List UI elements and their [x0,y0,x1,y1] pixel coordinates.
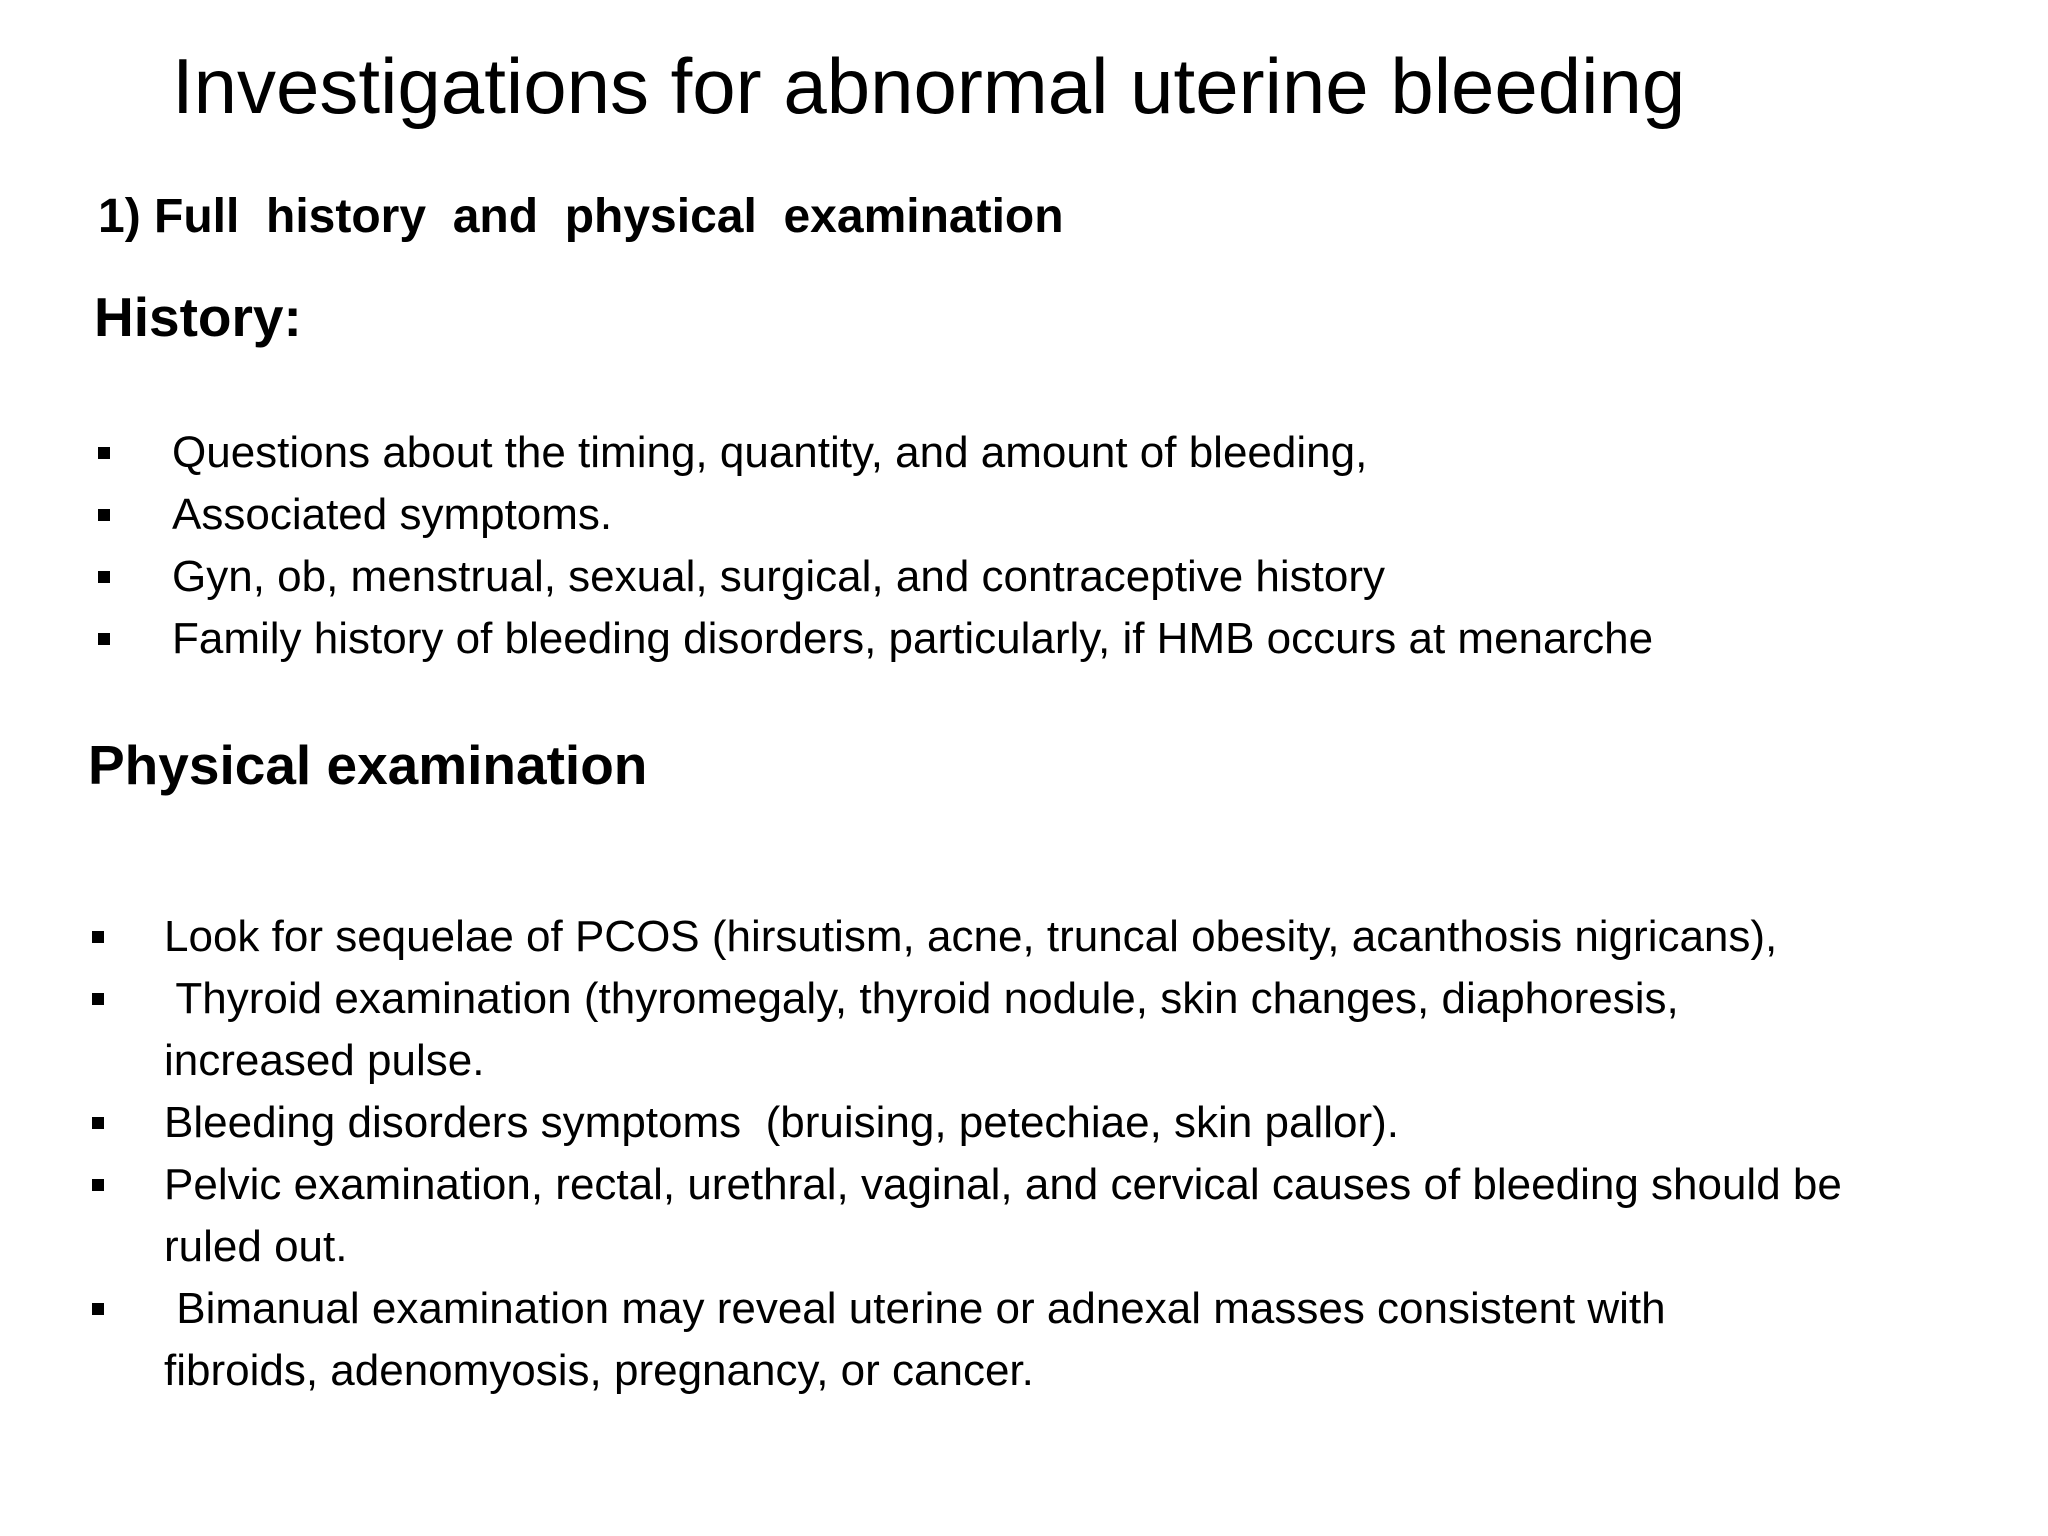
list-item [92,1154,1992,1278]
list-item [98,608,1998,670]
list-item [92,906,1992,968]
list-item-text: Questions about the timing, quantity, and amount of bleeding, [172,428,1368,477]
list-item [92,968,1992,1092]
slide-title: Investigations for abnormal uterine bleeding [172,42,1686,130]
list-item-text: Family history of bleeding disorders, particularly, if HMB occurs at menarche [172,614,1654,663]
list-item-text: Pelvic examination, rectal, urethral, vaginal, and cervical causes of bleeding should be ruled out. [164,1160,1842,1271]
list-item-text: Bleeding disorders symptoms (bruising, petechiae, skin pallor). [164,1098,1400,1147]
list-item-text: Bimanual examination may reveal uterine or adnexal masses consistent with fibroids, adenomyosis, pregnancy, or cancer. [164,1284,1666,1395]
square-bullet-icon [98,633,110,645]
list-item-text: Thyroid examination (thyromegaly, thyroid nodule, skin changes, diaphoresis, increased pulse. [164,974,1679,1085]
square-bullet-icon [92,931,104,943]
list-item [98,484,1998,546]
list-item [92,1092,1992,1154]
square-bullet-icon [98,447,110,459]
physical-examination-heading: Physical examination [88,734,648,796]
square-bullet-icon [92,1117,104,1129]
history-heading: History: [94,286,302,348]
list-item [98,546,1998,608]
list-item-text: Look for sequelae of PCOS (hirsutism, acne, truncal obesity, acanthosis nigricans), [164,912,1778,961]
square-bullet-icon [98,509,110,521]
square-bullet-icon [92,1303,104,1315]
list-item-text: Gyn, ob, menstrual, sexual, surgical, and contraceptive history [172,552,1386,601]
slide-subheading: 1) Full history and physical examination [98,190,1064,243]
square-bullet-icon [98,571,110,583]
list-item [98,422,1998,484]
history-list [98,422,1998,670]
square-bullet-icon [92,1179,104,1191]
physical-examination-list [92,906,1992,1402]
list-item [92,1278,1992,1402]
square-bullet-icon [92,993,104,1005]
list-item-text: Associated symptoms. [172,490,613,539]
